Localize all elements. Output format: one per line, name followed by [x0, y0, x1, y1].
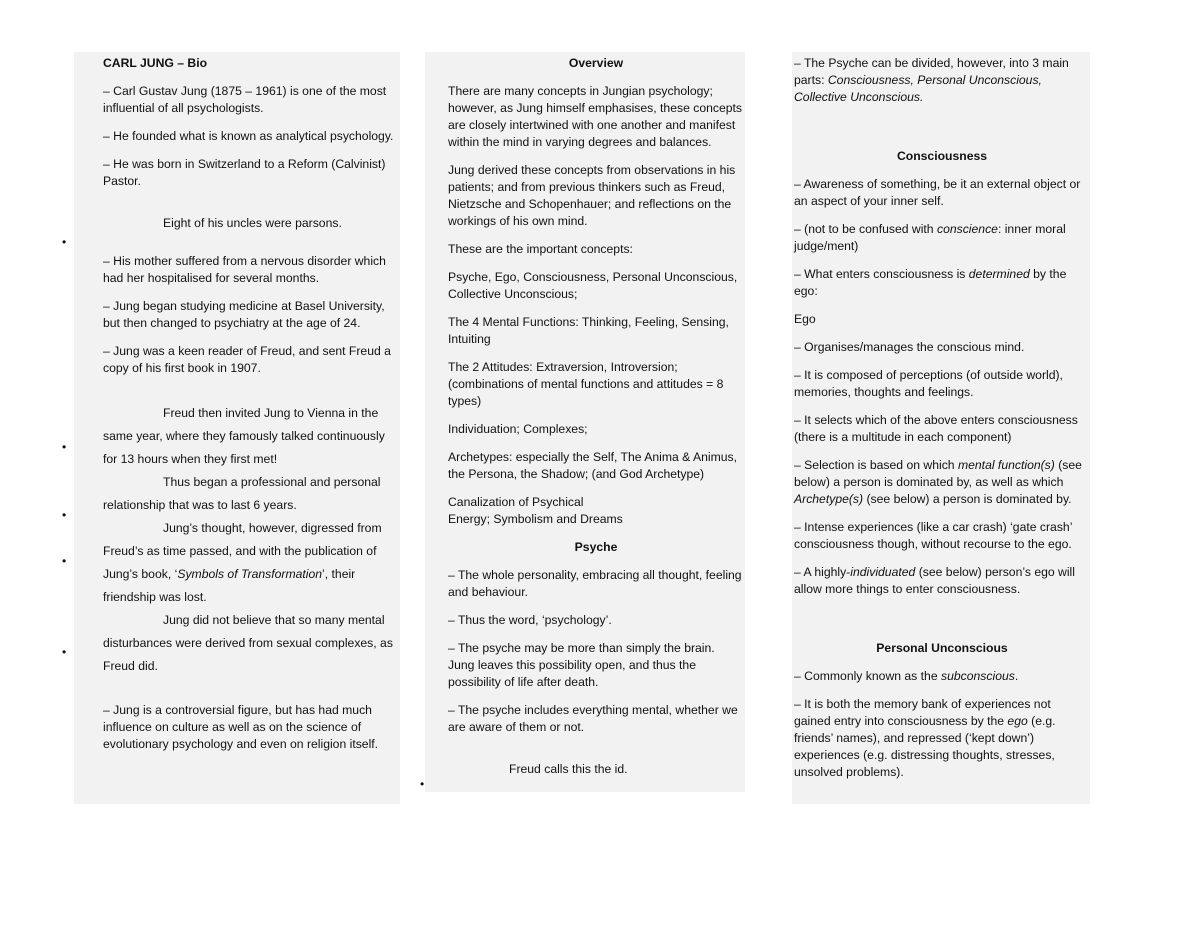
- column-bio: [103, 55, 398, 753]
- bio-item: – Jung was a keen reader of Freud, and sent Freud a copy of his first book in 1907.: [103, 344, 391, 375]
- ego-item: – A highly-individuated (see below) person’s ego will allow more things to enter consciousness.: [794, 565, 1075, 596]
- bio-item: – His mother suffered from a nervous disorder which had her hospitalised for several months.: [103, 254, 386, 285]
- consciousness-item: – Awareness of something, be it an external object or an aspect of your inner self.: [794, 177, 1081, 208]
- bio-item: – He founded what is known as analytical psychology.: [103, 129, 394, 143]
- bio-title: CARL JUNG – Bio: [103, 56, 208, 70]
- ego-item: – Organises/manages the conscious mind.: [794, 340, 1025, 354]
- bullet-icon: •: [62, 554, 67, 568]
- psyche-parts-item: – The Psyche can be divided, however, into 3 main parts: Consciousness, Personal Unconscious, Collective Unconscious.: [794, 56, 1069, 104]
- bullet-icon: •: [62, 508, 67, 522]
- concept-item: The 2 Attitudes: Extraversion, Introversion; (combinations of mental functions and attitudes = 8 types): [448, 360, 724, 408]
- psyche-item: – Thus the word, ‘psychology’.: [448, 613, 612, 627]
- bio-bullet: Freud then invited Jung to Vienna in the same year, where they famously talked continuously for 13 hours when they first met!: [103, 406, 385, 466]
- ego-item: – It is composed of perceptions (of outside world), memories, thoughts and feelings.: [794, 368, 1063, 399]
- concept-item: Canalization of Psychical: [448, 495, 584, 509]
- overview-title: Overview: [568, 56, 624, 70]
- overview-paragraph: These are the important concepts:: [448, 242, 633, 256]
- consciousness-item: – What enters consciousness is determined by the ego:: [794, 267, 1067, 298]
- bio-item: – He was born in Switzerland to a Reform (Calvinist) Pastor.: [103, 157, 386, 188]
- concept-item: Psyche, Ego, Consciousness, Personal Unconscious, Collective Unconscious;: [448, 270, 738, 301]
- bio-bullet: Eight of his uncles were parsons.: [163, 216, 342, 230]
- psyche-item: – The whole personality, embracing all thought, feeling and behaviour.: [448, 568, 742, 599]
- concept-item: Archetypes: especially the Self, The Anima & Animus, the Persona, the Shadow; (and God Archetype): [448, 450, 738, 481]
- ego-heading: Ego: [794, 312, 816, 326]
- bullet-icon: •: [420, 777, 425, 791]
- personal-unconscious-title: Personal Unconscious: [876, 641, 1008, 655]
- bio-bullet: Jung did not believe that so many mental disturbances were derived from sexual complexes, as Freud did.: [103, 613, 393, 673]
- psyche-item: – The psyche includes everything mental, whether we are aware of them or not.: [448, 703, 738, 734]
- bio-item: – Jung is a controversial figure, but has had much influence on culture as well as on the science of evolutionary psychology and even on religion itself.: [103, 703, 379, 751]
- bio-item: – Jung began studying medicine at Basel University, but then changed to psychiatry at the age of 24.: [103, 299, 385, 330]
- consciousness-item: – (not to be confused with conscience: inner moral judge/ment): [794, 222, 1066, 253]
- unconscious-item: – Commonly known as the subconscious.: [794, 669, 1019, 683]
- column-overview: [448, 55, 744, 778]
- psyche-item: – The psyche may be more than simply the brain. Jung leaves this possibility open, and thus the possibility of life after death.: [448, 641, 715, 689]
- column-psyche-parts: [794, 55, 1090, 781]
- bio-bullet: Jung’s thought, however, digressed from Freud’s as time passed, and with the publication of Jung’s book, ‘Symbols of Transformation’, their friendship was lost.: [103, 521, 382, 604]
- bullet-icon: •: [62, 235, 67, 249]
- psyche-bullet: Freud calls this the id.: [509, 762, 628, 776]
- bio-bullet: Thus began a professional and personal relationship that was to last 6 years.: [103, 475, 381, 512]
- ego-item: – Intense experiences (like a car crash) ‘gate crash’ consciousness though, without recourse to the ego.: [794, 520, 1072, 551]
- overview-paragraph: There are many concepts in Jungian psychology; however, as Jung himself emphasises, these concepts are closely intertwined with one another and manifest within the mind in varying degrees and balances.: [448, 84, 743, 149]
- ego-item: – It selects which of the above enters consciousness (there is a multitude in each component): [794, 413, 1078, 444]
- overview-paragraph: Jung derived these concepts from observations in his patients; and from previous thinkers such as Freud, Nietzsche and Schopenhauer; and reflections on the workings of his own mind.: [448, 163, 736, 228]
- bullet-icon: •: [62, 645, 67, 659]
- concept-item: Energy; Symbolism and Dreams: [448, 512, 623, 526]
- consciousness-title: Consciousness: [896, 149, 988, 163]
- bullet-icon: •: [62, 440, 67, 454]
- unconscious-item: – It is both the memory bank of experiences not gained entry into consciousness by the ego (e.g. friends’ names), and repressed (‘kept down’) experiences (e.g. distressing thoughts, stresses, unsolved problems).: [794, 697, 1056, 779]
- concept-item: Individuation; Complexes;: [448, 422, 588, 436]
- concept-item: The 4 Mental Functions: Thinking, Feeling, Sensing, Intuiting: [448, 315, 729, 346]
- bio-item: – Carl Gustav Jung (1875 – 1961) is one of the most influential of all psychologists.: [103, 84, 387, 115]
- ego-item: – Selection is based on which mental function(s) (see below) a person is dominated by, as well as which Archetype(s) (see below) a person is dominated by.: [794, 458, 1082, 506]
- psyche-title: Psyche: [574, 540, 618, 554]
